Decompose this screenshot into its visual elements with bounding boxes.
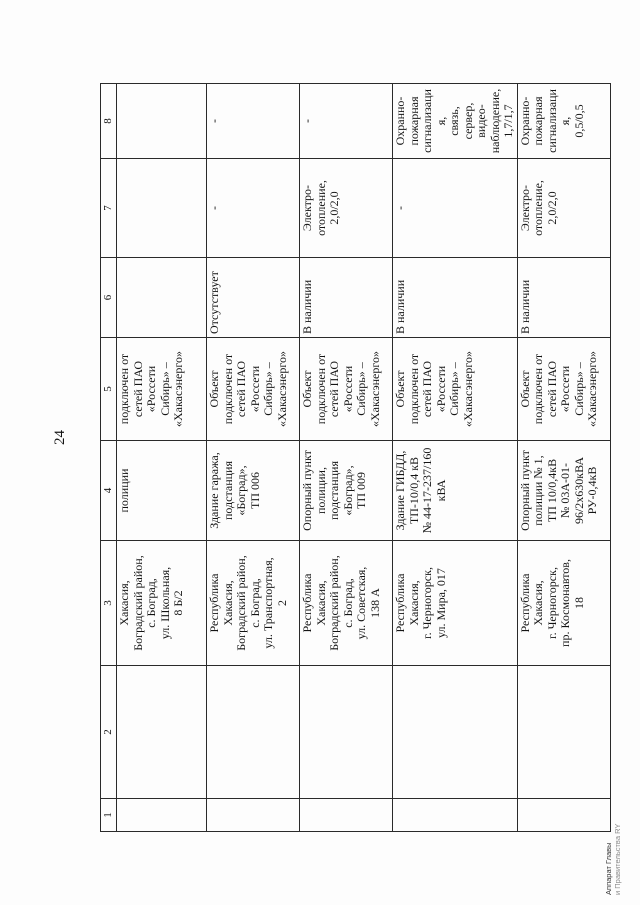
connection-cell: Объект подключен от сетей ПАО «Россети Сибирь» – «Хакасэнерго»	[517, 338, 610, 441]
systems-cell: -	[207, 84, 300, 159]
heating-cell: -	[207, 159, 300, 258]
column-header: 2	[101, 666, 117, 799]
availability-cell: В наличии	[300, 258, 393, 338]
table-cell	[393, 666, 518, 799]
systems-cell	[117, 84, 207, 159]
heating-cell: Электро- отопление, 2,0/2,0	[517, 159, 610, 258]
table-cell	[207, 666, 300, 799]
availability-cell: В наличии	[517, 258, 610, 338]
column-header: 4	[101, 441, 117, 541]
table-cell	[393, 799, 518, 832]
object-cell: Здание гаража, подстанция «Боград», ТП 006	[207, 441, 300, 541]
column-header: 7	[101, 159, 117, 258]
column-header: 6	[101, 258, 117, 338]
table-cell	[517, 666, 610, 799]
address-cell: Республика Хакасия, Боградский район, с. Боград, ул. Советская, 138 А	[300, 541, 393, 666]
connection-cell: Объект подключен от сетей ПАО «Россети Сибирь» – «Хакасэнерго»	[393, 338, 518, 441]
archive-stamp	[604, 824, 622, 895]
heating-cell: -	[393, 159, 518, 258]
table-row	[117, 84, 207, 832]
address-cell: Республика Хакасия, г. Черногорск, ул. Мира, 017	[393, 541, 518, 666]
table-cell	[207, 799, 300, 832]
address-cell: Республика Хакасия, г. Черногорск, пр. Космонавтов, 18	[517, 541, 610, 666]
connection-cell: подключен от сетей ПАО «Россети Сибирь» – «Хакасэнерго»	[117, 338, 207, 441]
object-cell: Опорный пункт полиции № 1, ТП 10/0,4кВ № 03А-01- 96/2х630кВА РУ-0,4кВ	[517, 441, 610, 541]
table-row	[207, 84, 300, 832]
page-number: 24	[52, 430, 68, 445]
column-header: 1	[101, 799, 117, 832]
table-cell	[517, 799, 610, 832]
table-cell	[300, 666, 393, 799]
table-cell	[300, 799, 393, 832]
connection-cell: Объект подключен от сетей ПАО «Россети Сибирь» – «Хакасэнерго»	[207, 338, 300, 441]
table-cell	[117, 799, 207, 832]
systems-cell: Охранно- пожарная сигнализация, 0,5/0,5	[517, 84, 610, 159]
header-row	[101, 84, 117, 832]
address-cell: Хакасия, Боградский район, с. Боград, ул. Школьная, 8 Б/2	[117, 541, 207, 666]
rotated-table-container	[100, 84, 599, 832]
stamp-line-2: и Правительства RY	[613, 823, 622, 895]
object-cell: полиции	[117, 441, 207, 541]
table-row	[393, 84, 518, 832]
availability-cell: В наличии	[393, 258, 518, 338]
table-row	[517, 84, 610, 832]
table-row	[300, 84, 393, 832]
data-table	[100, 83, 611, 832]
availability-cell	[117, 258, 207, 338]
object-cell: Здание ГИБДД, ТП-10/0,4 кВ № 44-17-237/160 кВА	[393, 441, 518, 541]
heating-cell: Электро- отопление, 2,0/2,0	[300, 159, 393, 258]
availability-cell: Отсутствует	[207, 258, 300, 338]
object-cell: Опорный пункт полиции, подстанция «Боград», ТП 009	[300, 441, 393, 541]
stamp-line-1: Аппарат Главы	[604, 842, 613, 895]
address-cell: Республика Хакасия, Боградский район, с. Боград, ул. Транспортная, 2	[207, 541, 300, 666]
column-header: 5	[101, 338, 117, 441]
systems-cell: Охранно- пожарная сигнализация, связь, сервер, видео- наблюдение, 1,7/1,7	[393, 84, 518, 159]
table-cell	[117, 666, 207, 799]
heating-cell	[117, 159, 207, 258]
column-header: 3	[101, 541, 117, 666]
column-header: 8	[101, 84, 117, 159]
systems-cell: -	[300, 84, 393, 159]
connection-cell: Объект подключен от сетей ПАО «Россети Сибирь» – «Хакасэнерго»	[300, 338, 393, 441]
